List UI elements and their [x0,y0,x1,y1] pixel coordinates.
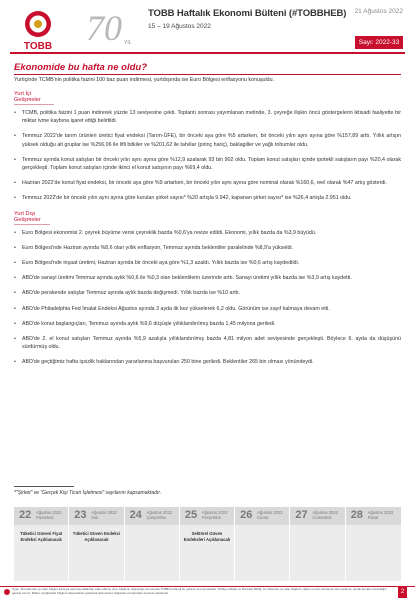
calendar-day [69,507,124,581]
calendar-day [125,507,180,581]
calendar-month: Ağustos 2022 [257,510,283,515]
calendar-month: Ağustos 2022 [312,510,339,515]
domestic-list [14,109,401,203]
calendar-day-number: 26 [240,509,253,521]
footnote: *"Şirket" ve "Gerçek Kişi Ticari İşletmesi" sayılarını kapsamaktadır. [14,490,162,496]
calendar-weekday: Pazartesi [36,515,54,521]
list-item: • ABD'de perakende satışlar Temmuz ayında aylık bazda değişmedi. Yıllık bazda ise %10 arttı. [14,289,401,297]
list-item: • TCMB, politika faizini 1 puan indirerek yüzde 13 seviyesine çekti. Toplantı sonrası yayımlanan metinde, 3. çeyreğe ilişkin öncü göstergelerin iktisadi faaliyette bir miktar ivme kaybına işaret ettiği belirtildi. [14,109,401,125]
page-number: 2 [398,586,407,598]
calendar-month: Ağustos 2022 [146,510,173,515]
calendar-event [346,525,401,537]
list-item: • Euro Bölgesi'nde inşaat üretimi, Haziran ayında bir önceki aya göre %1,3 azaldı. Yıllık bazda ise %0,6 artış kaydedildi. [14,259,401,267]
list-item: • ABD'de geçtiğimiz hafta işsizlik haklarından yararlanma başvuruları 250 bine geriledi. Beklentiler 265 bin olması yönündeydi. [14,358,401,366]
calendar-event: Tüketici Güven Endeksi Açıklanacak [72,531,121,542]
list-item: • Euro Bölgesi ekonomisi 2. çeyrek büyüme verisi çeyreklik bazda %0,6'ya revize edildi. Ekonomi, yıllık bazda da %3,9 büyüdü. [14,229,401,237]
issue-badge: Sayı: 2022-33 [355,36,403,49]
calendar-day [235,507,290,581]
calendar-day [14,507,69,581]
calendar-day [346,507,401,581]
anniversary-number: 70 [86,8,122,48]
bulletin-week: 15 – 19 Ağustos 2022 [148,23,211,30]
calendar-event: Tüketici Güveni Fiyat Endeksi Açıklanacak [20,531,63,542]
calendar-weekday: Cumartesi [312,515,332,521]
calendar-day-number: 28 [350,509,363,521]
calendar-day-number: 25 [184,509,198,521]
calendar-month: Ağustos 2022 [201,510,228,515]
calendar-event [290,525,344,537]
main-content [14,62,401,367]
list-item: • ABD'de 2. el konut satışları Temmuz ayında %5,9 azalışla yıllıklandırılmış bazda 4,81 milyon adet seviyesinde gerçekleşti. Böylece 6. ayda da düşüşünü sürdürmüş oldu. [14,335,401,351]
calendar-weekday: Pazar [367,515,379,521]
list-item: • ABD'de sanayi üretimi Temmuz ayında aylık %0,6 ile %0,3 olan beklentilerin üzerinde arttı. Sanayi üretimi yıllık bazda ise %3,9 artış kaydetti. [14,274,401,282]
section-title: Ekonomide bu hafta ne oldu? [14,62,401,75]
calendar-weekday: Salı [91,515,99,521]
disclaimer: Uyarı: Bu bültende yer alan bilgiler kamuya açık kaynaklardan elde edilmiş olup, bilgilerin doğruluğu konusunda TOBB herhangi bir garanti vermemektedir. Türkiye Odalar ve Borsalar Birliği, bu bültende yer alan bilgilerin doğru ve tam olmasına özen gösterir, ancak bunların kesinliğini garanti etmez. Bülten içeriğindeki bilgilere dayanılarak yapılacak işlemlerden doğacak sonuçlardan sorumlu tutulamaz. [12,587,387,595]
calendar-month: Ağustos 2022 [36,510,62,515]
calendar-month: Ağustos 2022 [367,510,394,515]
calendar-event: Sektörel Güven Endeksleri Açıklanacak [183,531,231,542]
list-item: • Temmuz 2022'de tarım ürünleri üretici fiyat endeksi (Tarım-ÜFE), bir önceki aya göre %5 artarken, bir önceki yılın aynı ayına göre %157,89 arttı. Yıllık artışın yüksek olduğu alt gruplar ise %256,06 ile lifli bitkiler ve %201,62 ile tahıllar (pirinç hariç), baklagiller ve yağlı tohumlar oldu. [14,132,401,148]
calendar-day [290,507,345,581]
publish-date: 21 Ağustos 2022 [354,8,403,15]
bulletin-title: TOBB Haftalık Ekonomi Bülteni (#TOBBHEB) [148,8,347,19]
footnote-divider [14,486,74,487]
intro-text: Yurtiçinde TCMB'nin politika faizini 100 baz puan indirmesi, yurtdışında ise Euro Bölgesi enflasyonu konuşuldu. [14,77,275,83]
foreign-list [14,229,401,367]
calendar-day-number: 24 [129,509,142,521]
header-divider [10,52,405,54]
list-item: • Temmuz ayında konut satışları bir önceki yılın aynı ayına göre %12,9 azalarak 93 bin 902 oldu. Toplam konut satışları içinde ipotekli satışların payı %20,4 olarak gerçekleşti. Toplam konut satışları içinde ikinci el konut satışının payı %69,4 oldu. [14,156,401,172]
list-item: • Temmuz 2022'de bir önceki yılın aynı ayına göre kurulan şirket sayısı* %20 artışla 9.942, kapanan şirket sayısı* ise %26,4 artışla 2.951 oldu. [14,194,401,202]
info-icon [4,589,10,595]
domestic-heading: Yurt İçi Gelişmeler [14,91,54,105]
calendar-weekday: Perşembe [201,515,221,521]
calendar-day-number: 22 [19,509,32,521]
calendar-weekday: Çarşamba [146,515,166,521]
tobb-logo-text: TOBB [23,41,53,52]
calendar-month: Ağustos 2022 [91,510,117,515]
list-item: • ABD'de konut başlangıçları, Temmuz ayında aylık %9,6 düşüşle yıllıklandırılmış bazda 1,45 milyona geriledi. [14,320,401,328]
anniversary-sub: YIL [124,40,132,46]
calendar-event [235,525,289,537]
anniversary-logo [82,6,134,52]
calendar-day-number: 23 [74,509,87,521]
calendar-day-number: 27 [295,509,308,521]
foreign-heading: Yurt Dışı Gelişmeler [14,211,50,225]
tobb-logo [14,8,62,52]
weekly-calendar [14,507,401,581]
list-item: • Haziran 2022'de konut fiyat endeksi, bir önceki aya göre %9 artarken, bir önceki yılın aynı ayına göre nominal olarak %160,6, reel olarak %47 artış gösterdi. [14,179,401,187]
header [0,0,415,58]
list-item: • Euro Bölgesi'nde Haziran ayında %8,6 olan yıllık enflasyon, Temmuz ayında beklentiler paralelinde %8,9'a yükseldi. [14,244,401,252]
list-item: • ABD'de Philadelphia Fed İmalat Endeksi Ağustos ayında 3 ayda ilk kez yükselerek 6,2 oldu. Görünüm ise zayıf kalmaya devam etti. [14,305,401,313]
calendar-day [180,507,235,581]
calendar-weekday: Cuma [257,515,269,521]
calendar-event [125,525,179,537]
